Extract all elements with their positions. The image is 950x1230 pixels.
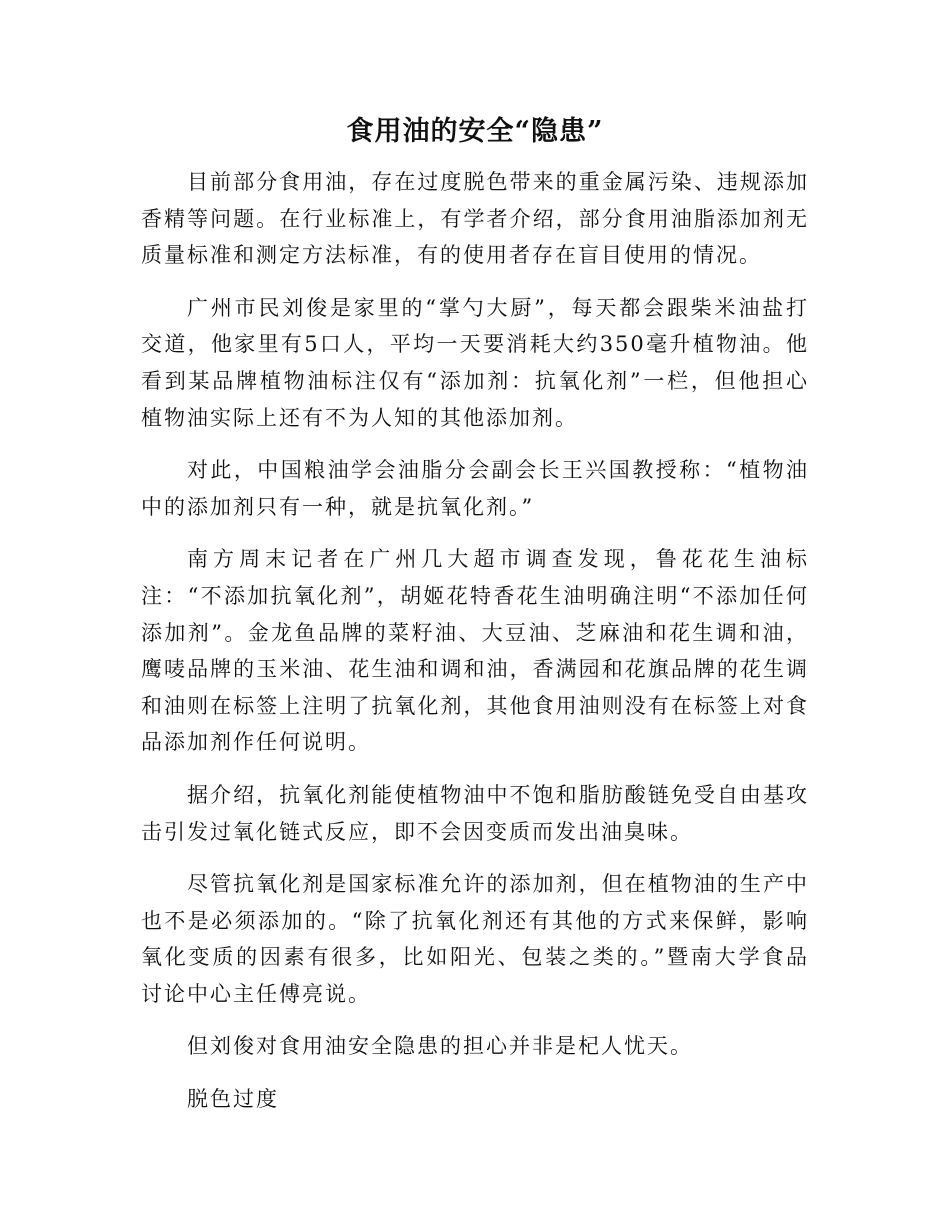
paragraph-6: 尽管抗氧化剂是国家标准允许的添加剂，但在植物油的生产中也不是必须添加的。“除了抗氧化剂还有其他的方式来保鲜，影响氧化变质的因素有很多，比如阳光、包装之类的。”暨南大学食品讨论中心主任傅亮说。 xyxy=(141,872,809,1006)
paragraph-4: 南方周末记者在广州几大超市调查发现，鲁花花生油标注：“不添加抗氧化剂”，胡姬花特香花生油明确注明“不添加任何添加剂”。金龙鱼品牌的菜籽油、大豆油、芝麻油和花生调和油，鹰唛品牌的玉米油、花生油和调和油，香满园和花旗品牌的花生调和油则在标签上注明了抗氧化剂，其他食用油则没有在标签上对食品添加剂作任何说明。 xyxy=(141,547,809,755)
paragraph-2: 广州市民刘俊是家里的“掌勺大厨”，每天都会跟柴米油盐打交道，他家里有5口人，平均一天要消耗大约350毫升植物油。他看到某品牌植物油标注仅有“添加剂：抗氧化剂”一栏，但他担心植物油实际上还有不为人知的其他添加剂。 xyxy=(141,295,809,430)
document-body xyxy=(141,164,809,1134)
document-title: 食用油的安全“隐患” xyxy=(346,116,604,147)
paragraph-5: 据介绍，抗氧化剂能使植物油中不饱和脂肪酸链免受自由基攻击引发过氧化链式反应，即不会因变质而发出油臭味。 xyxy=(141,782,809,844)
paragraph-7: 但刘俊对食用油安全隐患的担心并非是杞人忧天。 xyxy=(187,1034,693,1059)
section-heading-decolor: 脱色过度 xyxy=(187,1087,279,1112)
paragraph-3: 对此，中国粮油学会油脂分会副会长王兴国教授称：“植物油中的添加剂只有一种，就是抗氧化剂。” xyxy=(141,458,809,519)
paragraph-1: 目前部分食用油，存在过度脱色带来的重金属污染、违规添加香精等问题。在行业标准上，有学者介绍，部分食用油脂添加剂无质量标准和测定方法标准，有的使用者存在盲目使用的情况。 xyxy=(141,170,809,268)
